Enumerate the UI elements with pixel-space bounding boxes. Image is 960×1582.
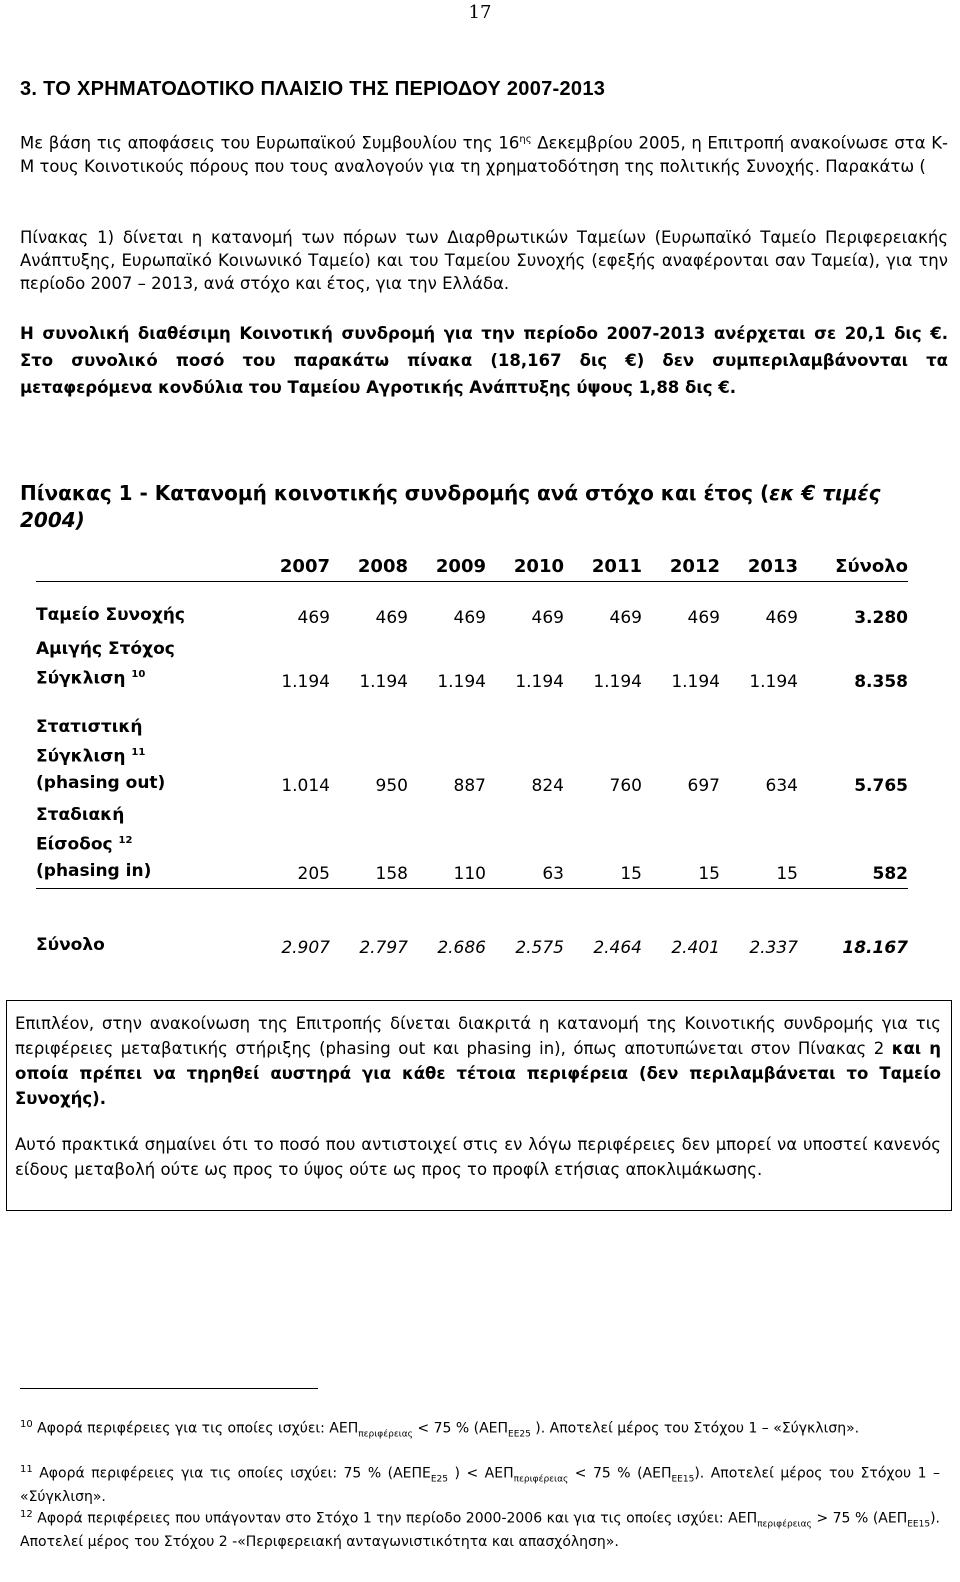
header-2008: 2008 [357, 556, 408, 577]
footnote-separator [20, 1388, 318, 1389]
footnote-12: $^{12}$ Αφορά περιφέρειες που υπάγονταν στο Στόχο 1 την περίοδο 2000-2006 και για τις οποίες ισχύει: $AE\Pi_{\pi\varepsilon\rho\iota\varphi έ\rho\varepsilon\iota\alpha\varsigma} > 75$ % $(AE\Pi_{EE15})$. Αποτελεί μέρος του Στόχου 2 -«Περιφερειακή ανταγωνιστικότητα και απασχόληση». [20, 1509, 940, 1551]
table-row: Στατιστική Σύγκλιση $^{11}$ (phasing out) 1.014 950 887 824 760 697 634 5.765 [36, 692, 908, 796]
table-row: Ταμείο Συνοχής 469 469 469 469 469 469 469 3.280 [36, 582, 908, 628]
row-label: Σύνολο [36, 935, 105, 955]
header-2009: 2009 [435, 556, 486, 577]
row-label: Στατιστική Σύγκλιση $^{11}$ (phasing out) [36, 716, 166, 793]
allocation-table [36, 545, 908, 958]
header-2013: 2013 [747, 556, 798, 577]
header-total: Σύνολο [835, 556, 908, 577]
table-row: Αμιγής Στόχος Σύγκλιση $^{10}$ 1.194 1.194 1.194 1.194 1.194 1.194 1.194 8.358 [36, 628, 908, 692]
table-row: Σταδιακή Είσοδος $^{12}$ (phasing in) 205 158 110 63 15 15 15 582 [36, 796, 908, 884]
page-number: 17 [468, 2, 492, 23]
allocation-paragraph: Πίνακας 1) δίνεται η κατανομή των πόρων των Διαρθρωτικών Ταμείων (Ευρωπαϊκό Ταμείο Περιφερειακής Ανάπτυξης, Ευρωπαϊκό Κοινωνικό Ταμείο) και του Ταμείου Συνοχής (εφεξής αναφέρονται σαν Ταμεία), για την περίοδο 2007 – 2013, ανά στόχο και έτος, για την Ελλάδα. [20, 228, 948, 293]
box-paragraph-1: Επιπλέον, στην ανακοίνωση της Επιτροπής δίνεται διακριτά η κατανομή της Κοινοτικής συνδρομής για τις περιφέρειες μεταβατικής στήριξης (phasing out και phasing in), όπως αποτυπώνεται στον Πίνακας 2 και η οποία πρέπει να τηρηθεί αυστηρά για κάθε τέτοια περιφέρεια (δεν περιλαμβάνεται το Ταμείο Συνοχής). [15, 1014, 942, 1108]
header-2010: 2010 [513, 556, 564, 577]
table-caption: Πίνακας 1 - Κατανομή κοινοτικής συνδρομής ανά στόχο και έτος (εκ € τιμές 2004) [20, 481, 881, 532]
intro-paragraph: Με βάση τις αποφάσεις του Ευρωπαϊκού Συμβουλίου της $16^{\eta\varsigma}$ Δεκεμβρίου 2005, η Επιτροπή ανακοίνωσε στα Κ-Μ τους Κοινοτικούς πόρους που τους αναλογούν για τη χρηματοδότηση της πολιτικής Συνοχής. Παρακάτω ( [20, 133, 948, 176]
table-header-row [36, 545, 908, 577]
table-total-row: Σύνολο 2.907 2.797 2.686 2.575 2.464 2.401 2.337 18.167 [36, 888, 908, 958]
highlight-box [6, 1000, 952, 1211]
box-paragraph-2: Αυτό πρακτικά σημαίνει ότι το ποσό που αντιστοιχεί στις εν λόγω περιφέρειες δεν μπορεί να υποστεί κανενός είδους μεταβολή ούτε ως προς το ύψος ούτε ως προς το προφίλ ετήσιας αποκλιμάκωσης. [15, 1135, 941, 1179]
total-aid-paragraph: Η συνολική διαθέσιμη Κοινοτική συνδρομή για την περίοδο 2007-2013 ανέρχεται σε 20,1 δις €. Στο συνολικό ποσό του παρακάτω πίνακα (18,167 δις €) δεν συμπεριλαμβάνονται τα μεταφερόμενα κονδύλια του Ταμείου Αγροτικής Ανάπτυξης ύψους 1,88 δις €. [20, 324, 948, 397]
header-2012: 2012 [669, 556, 720, 577]
header-2007: 2007 [279, 556, 330, 577]
row-label: Σταδιακή Είσοδος $^{12}$ (phasing in) [36, 804, 152, 881]
row-label: Αμιγής Στόχος Σύγκλιση $^{10}$ [36, 638, 175, 689]
footnote-11: $^{11}$ Αφορά περιφέρειες για τις οποίες ισχύει: 75 % ($AE\Pi E_{E25}$ ) < $AE\Pi_{\pi\varepsilon\rho\iota\varphi έ\rho\varepsilon\iota\alpha\varsigma} < 75$ % $(AE\Pi_{EE15})$. Αποτελεί μέρος του Στόχου 1 – «Σύγκλιση». [20, 1464, 941, 1506]
row-label: Ταμείο Συνοχής [36, 604, 185, 625]
footnote-10: $^{10}$ Αφορά περιφέρειες για τις οποίες ισχύει: $AE\Pi_{\pi\varepsilon\rho\iota\varphi έ\rho\varepsilon\iota\alpha\varsigma} < 75$ % ($AE\Pi_{EE25}$ ). Αποτελεί μέρος του Στόχου 1 – «Σύγκλιση». [20, 1419, 860, 1440]
header-2011: 2011 [591, 556, 642, 577]
section-title: 3. ΤΟ ΧΡΗΜΑΤΟΔΟΤΙΚΟ ΠΛΑΙΣΙΟ ΤΗΣ ΠΕΡΙΟΔΟΥ 2007-2013 [20, 78, 606, 100]
